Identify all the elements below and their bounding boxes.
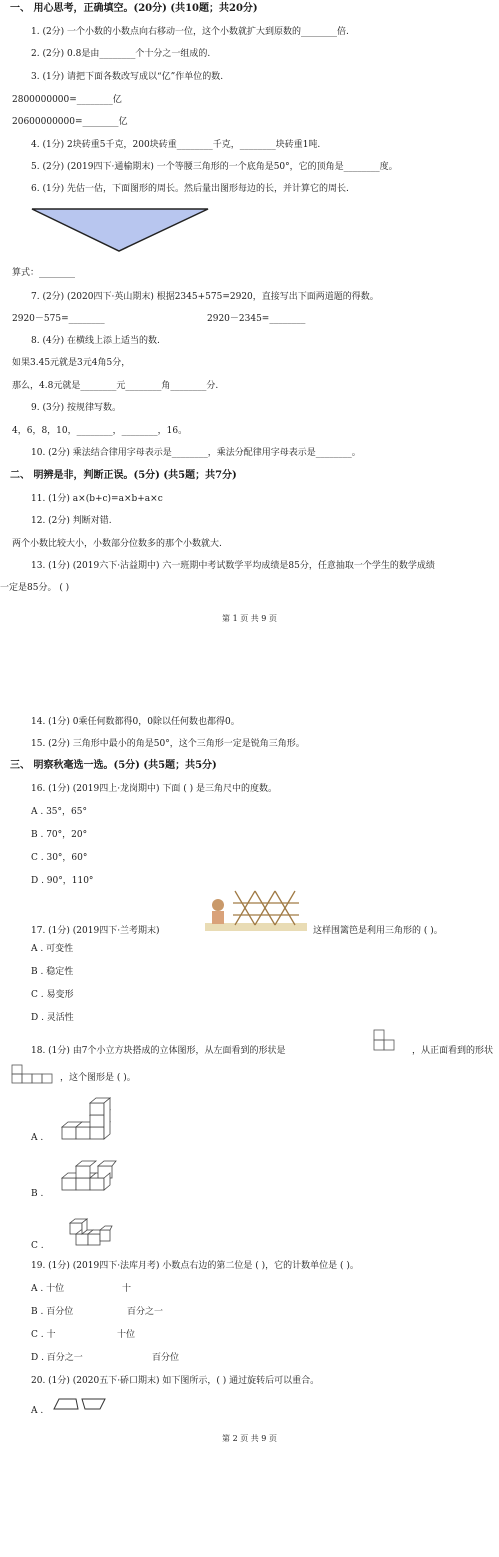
question-18-prompt: ，这个图形是 ( )。 <box>60 1073 136 1083</box>
inverted-triangle-shape <box>32 209 208 251</box>
question-19-option-a: A . 十位 <box>31 1284 65 1294</box>
page-footer-1: 第 1 页 共 9 页 <box>222 614 277 623</box>
question-10: 10. (2分) 乘法结合律用字母表示是________，乘法分配律用字母表示是________。 <box>31 448 361 458</box>
question-17-option-c: C . 易变形 <box>31 990 74 1000</box>
question-17-option-d: D . 灵活性 <box>31 1013 74 1023</box>
question-9-sequence: 4，6，8，10，________，________，16。 <box>12 426 188 436</box>
question-13: 13. (1分) (2019六下·沾益期中) 六一班期中考试数学平均成绩是85分，任意抽取一个学生的数学成绩 <box>31 561 435 571</box>
question-18-option-b: B . <box>31 1189 44 1199</box>
left-view-figure <box>372 1028 398 1052</box>
question-19-option-b-unit: 百分之一 <box>127 1307 164 1317</box>
section-2-heading: 二、 明辨是非，判断正误。(5分) (共5题；共7分) <box>10 470 237 481</box>
question-17-option-b: B . 稳定性 <box>31 967 74 977</box>
question-1: 1. (2分) 一个小数的小数点向右移动一位，这个小数就扩大到原数的________倍. <box>31 27 349 37</box>
option-c-cubes <box>68 1215 118 1251</box>
question-8-line-a: 如果3.45元就是3元4角5分， <box>12 358 131 368</box>
fence-illustration <box>205 885 310 935</box>
question-14: 14. (1分) 0乘任何数都得0，0除以任何数也都得0。 <box>31 717 240 727</box>
question-19: 19. (1分) (2019四下·法库月考) 小数点右边的第二位是 ( )，它的计数单位是 ( )。 <box>31 1261 359 1271</box>
question-6: 6. (1分) 先估一估，下面图形的周长。然后量出图形每边的长，并计算它的周长. <box>31 184 349 194</box>
question-5: 5. (2分) (2019四下·通榆期末) 一个等腰三角形的一个底角是50°，它的顶角是________度。 <box>31 162 398 172</box>
question-15: 15. (2分) 三角形中最小的角是50°，这个三角形一定是锐角三角形。 <box>31 739 305 749</box>
question-16-option-b: B . 70°，20° <box>31 830 88 840</box>
question-12: 12. (2分) 判断对错. <box>31 516 112 526</box>
question-17: 17. (1分) (2019四下·兰考期末) <box>31 926 160 936</box>
question-19-option-c-unit: 十位 <box>117 1330 136 1340</box>
question-2: 2. (2分) 0.8是由________个十分之一组成的. <box>31 49 211 59</box>
question-18-option-a: A . <box>31 1133 44 1143</box>
question-3: 3. (1分) 请把下面各数改写成以“亿”作单位的数. <box>31 72 224 82</box>
question-16-option-c: C . 30°，60° <box>31 853 88 863</box>
front-view-figure <box>10 1063 55 1085</box>
fence-lattice <box>233 891 299 925</box>
question-19-option-b: B . 百分位 <box>31 1307 74 1317</box>
question-4: 4. (1分) 2块砖重5千克，200块砖重________千克，________块砖重1吨. <box>31 140 321 150</box>
question-20: 20. (1分) (2020五下·硚口期末) 如下图所示，( ) 通过旋转后可以重合。 <box>31 1376 320 1386</box>
question-19-option-d-unit: 百分位 <box>152 1353 180 1363</box>
triangle-figure <box>0 0 499 300</box>
option-b-cubes <box>60 1158 120 1194</box>
question-17-continued: 这样围篱笆是利用三角形的 ( )。 <box>313 926 443 936</box>
question-16-option-a: A . 35°，65° <box>31 807 87 817</box>
girl-body <box>212 911 224 924</box>
question-13-continued: 一定是85分。 ( ) <box>0 583 70 593</box>
question-16-option-d: D . 90°，110° <box>31 876 94 886</box>
page-footer-2: 第 2 页 共 9 页 <box>222 1434 277 1443</box>
question-11: 11. (1分) a×(b+c)=a×b+a×c <box>31 494 163 504</box>
question-18-continued: ，从正面看到的形状 <box>412 1046 494 1056</box>
question-8: 8. (4分) 在横线上添上适当的数. <box>31 336 160 346</box>
question-7-item-b: 2920－2345=________ <box>207 314 306 324</box>
option-a-cubes <box>60 1097 120 1143</box>
question-17-option-a: A . 可变性 <box>31 944 74 954</box>
option-a-trapezoids <box>52 1396 112 1412</box>
question-19-option-a-unit: 十 <box>122 1284 132 1294</box>
girl-head <box>212 899 224 911</box>
question-7: 7. (2分) (2020四下·英山期末) 根据2345+575=2920，直接写出下面两道题的得数。 <box>31 292 379 302</box>
question-18-option-c: C . <box>31 1241 44 1251</box>
question-3-item-a: 2800000000=________亿 <box>12 95 122 105</box>
question-20-option-a: A . <box>31 1406 44 1416</box>
question-19-option-c: C . 十 <box>31 1330 56 1340</box>
question-19-option-d: D . 百分之一 <box>31 1353 83 1363</box>
question-6-formula: 算式：________ <box>12 268 76 278</box>
section-3-heading: 三、 明察秋毫选一选。(5分) (共5题；共5分) <box>10 760 217 771</box>
question-16: 16. (1分) (2019四上·龙岗期中) 下面 ( ) 是三角尺中的度数。 <box>31 784 278 794</box>
question-9: 9. (3分) 按规律写数。 <box>31 403 122 413</box>
section-1-heading: 一、 用心思考，正确填空。(20分) (共10题；共20分) <box>10 3 258 14</box>
question-3-item-b: 20600000000=________亿 <box>12 117 128 127</box>
question-12-statement: 两个小数比较大小，小数部分位数多的那个小数就大. <box>12 539 222 549</box>
question-7-item-a: 2920－575=________ <box>12 314 105 324</box>
question-18: 18. (1分) 由7个小立方块搭成的立体图形，从左面看到的形状是 <box>31 1046 286 1056</box>
question-8-line-b: 那么，4.8元就是________元________角________分. <box>12 381 219 391</box>
